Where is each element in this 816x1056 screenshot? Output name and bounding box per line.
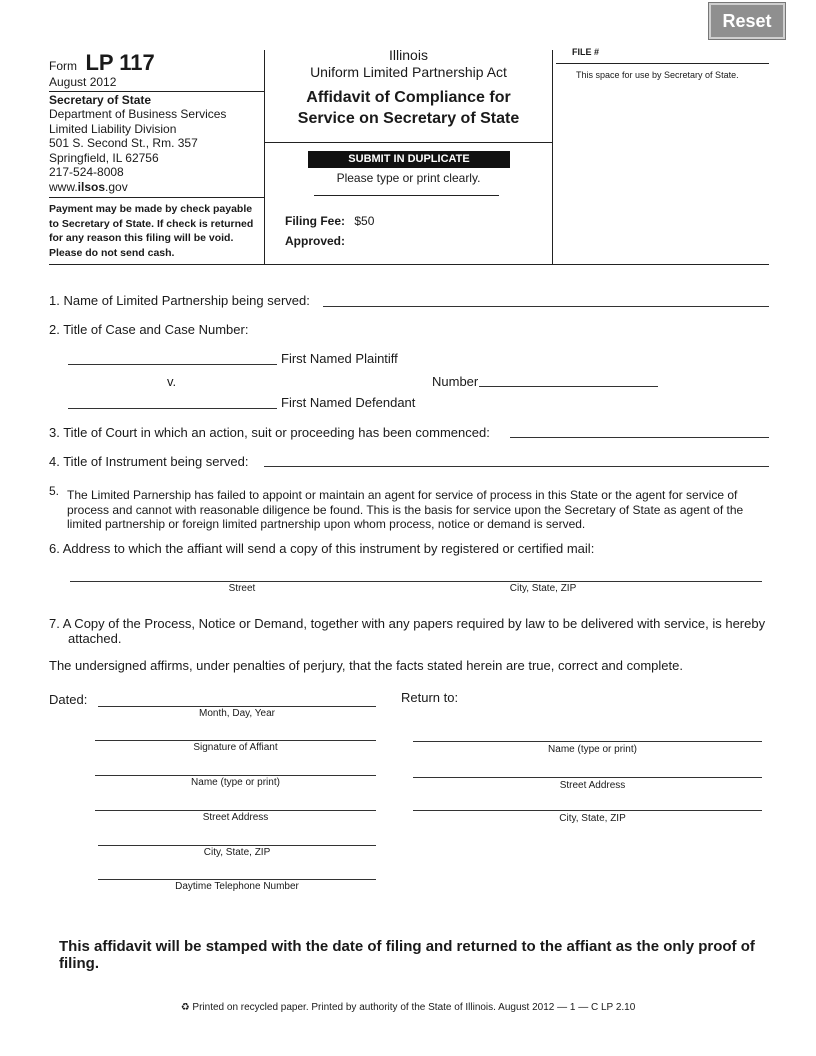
header-bottom-rule [49, 264, 769, 265]
affiant-name-field[interactable] [95, 775, 376, 776]
return-city-field[interactable] [413, 810, 762, 811]
return-name-field[interactable] [413, 741, 762, 742]
agency-line: 501 S. Second St., Rm. 357 [49, 136, 198, 150]
agency-line: Limited Liability Division [49, 121, 177, 136]
agency-line: Springfield, IL 62756 [49, 150, 159, 165]
q7-statement: 7. A Copy of the Process, Notice or Demand, together with any papers required by law to be delivered with service, is hereby attached. [49, 616, 766, 646]
affiant-city-field[interactable] [98, 845, 376, 846]
plaintiff-field[interactable] [68, 364, 277, 365]
sos-space-note: This space for use by Secretary of State. [576, 70, 739, 80]
case-number-field[interactable] [479, 386, 658, 387]
filing-fee-label: Filing Fee: [285, 214, 345, 228]
agency-name: Secretary of State [49, 93, 152, 107]
footer-text: ♻ Printed on recycled paper. Printed by authority of the State of Illinois. August 2012 — 1 — C LP 2.10 [180, 1002, 636, 1013]
mailing-address-field[interactable] [70, 581, 762, 582]
q5-statement: The Limited Parnership has failed to appoint or maintain an agent for service of process in this State or the agent for service of process and cannot with reasonable diligence be found. This is the basis for service upon the Secretary of State as agent of the limited partnership or foreign limited partnership upon whom process, notice or demand is served. [67, 488, 744, 531]
approved-label: Approved: [285, 234, 345, 248]
affiant-phone-caption: Daytime Telephone Number [175, 881, 299, 892]
city-state-zip-caption: City, State, ZIP [509, 583, 577, 594]
court-title-field[interactable] [510, 437, 769, 438]
divider [49, 91, 264, 92]
instrument-title-field[interactable] [264, 466, 769, 467]
affirmation-text: The undersigned affirms, under penalties of perjury, that the facts stated herein are true, correct and complete. [49, 658, 683, 673]
date-caption: Month, Day, Year [199, 708, 275, 719]
form-number: LP 117 [85, 50, 155, 75]
date-field[interactable] [98, 706, 376, 707]
form-date: August 2012 [49, 75, 117, 89]
agency-line: 217-524-8008 [49, 165, 124, 179]
divider [556, 63, 769, 64]
case-number-label: Number [432, 374, 479, 389]
return-name-caption: Name (type or print) [548, 744, 637, 755]
return-street-caption: Street Address [559, 780, 626, 791]
reset-button[interactable]: Reset [709, 3, 785, 39]
q5-number: 5. [49, 484, 60, 498]
divider [49, 197, 264, 198]
signature-caption: Signature of Affiant [193, 742, 278, 753]
versus-label: v. [167, 374, 177, 389]
q1-label: 1. Name of Limited Partnership being served: [49, 293, 310, 308]
form-id [49, 50, 155, 76]
q2-label: 2. Title of Case and Case Number: [49, 322, 249, 337]
filing-fee-value: $50 [354, 214, 375, 228]
affiant-street-field[interactable] [95, 810, 376, 811]
payment-notice: Payment may be made by check payable to Secretary of State. If check is returned for any reason this filing will be void. Please do not send cash. [49, 203, 254, 259]
act-name: Uniform Limited Partnership Act [310, 64, 507, 80]
return-city-caption: City, State, ZIP [559, 813, 626, 824]
affiant-name-caption: Name (type or print) [191, 777, 280, 788]
q6-label: 6. Address to which the affiant will send a copy of this instrument by registered or certified mail: [49, 541, 595, 556]
affiant-street-caption: Street Address [202, 812, 269, 823]
partnership-name-field[interactable] [323, 306, 769, 307]
file-number-label: FILE # [572, 47, 600, 57]
filing-fee [285, 214, 374, 228]
submit-banner: SUBMIT IN DUPLICATE [308, 151, 510, 168]
agency-line: Department of Business Services [49, 107, 227, 121]
dated-label: Dated: [49, 692, 88, 707]
signature-field[interactable] [95, 740, 376, 741]
q4-label: 4. Title of Instrument being served: [49, 454, 249, 469]
street-caption: Street [228, 583, 256, 594]
plaintiff-caption: First Named Plaintiff [281, 351, 398, 366]
print-note: Please type or print clearly. [336, 171, 481, 185]
return-to-label: Return to: [401, 690, 459, 705]
affiant-phone-field[interactable] [98, 879, 376, 880]
divider [264, 50, 265, 264]
defendant-field[interactable] [68, 408, 277, 409]
form-title-line1: Affidavit of Compliance for [306, 89, 511, 106]
affiant-city-caption: City, State, ZIP [203, 847, 271, 858]
divider [264, 142, 552, 143]
state-name: Illinois [389, 47, 428, 63]
filing-proof-notice: This affidavit will be stamped with the date of filing and returned to the affiant as the only proof of filing. [59, 938, 755, 972]
form-label: Form [49, 59, 77, 73]
agency-website: www.ilsos.gov [49, 179, 128, 194]
defendant-caption: First Named Defendant [281, 395, 416, 410]
q7-text [49, 616, 769, 646]
q5-text [67, 488, 769, 532]
agency-address [49, 107, 226, 194]
return-street-field[interactable] [413, 777, 762, 778]
form-title-line2: Service on Secretary of State [297, 110, 520, 127]
divider [552, 50, 553, 264]
q3-label: 3. Title of Court in which an action, suit or proceeding has been commenced: [49, 425, 490, 440]
divider [314, 195, 499, 196]
